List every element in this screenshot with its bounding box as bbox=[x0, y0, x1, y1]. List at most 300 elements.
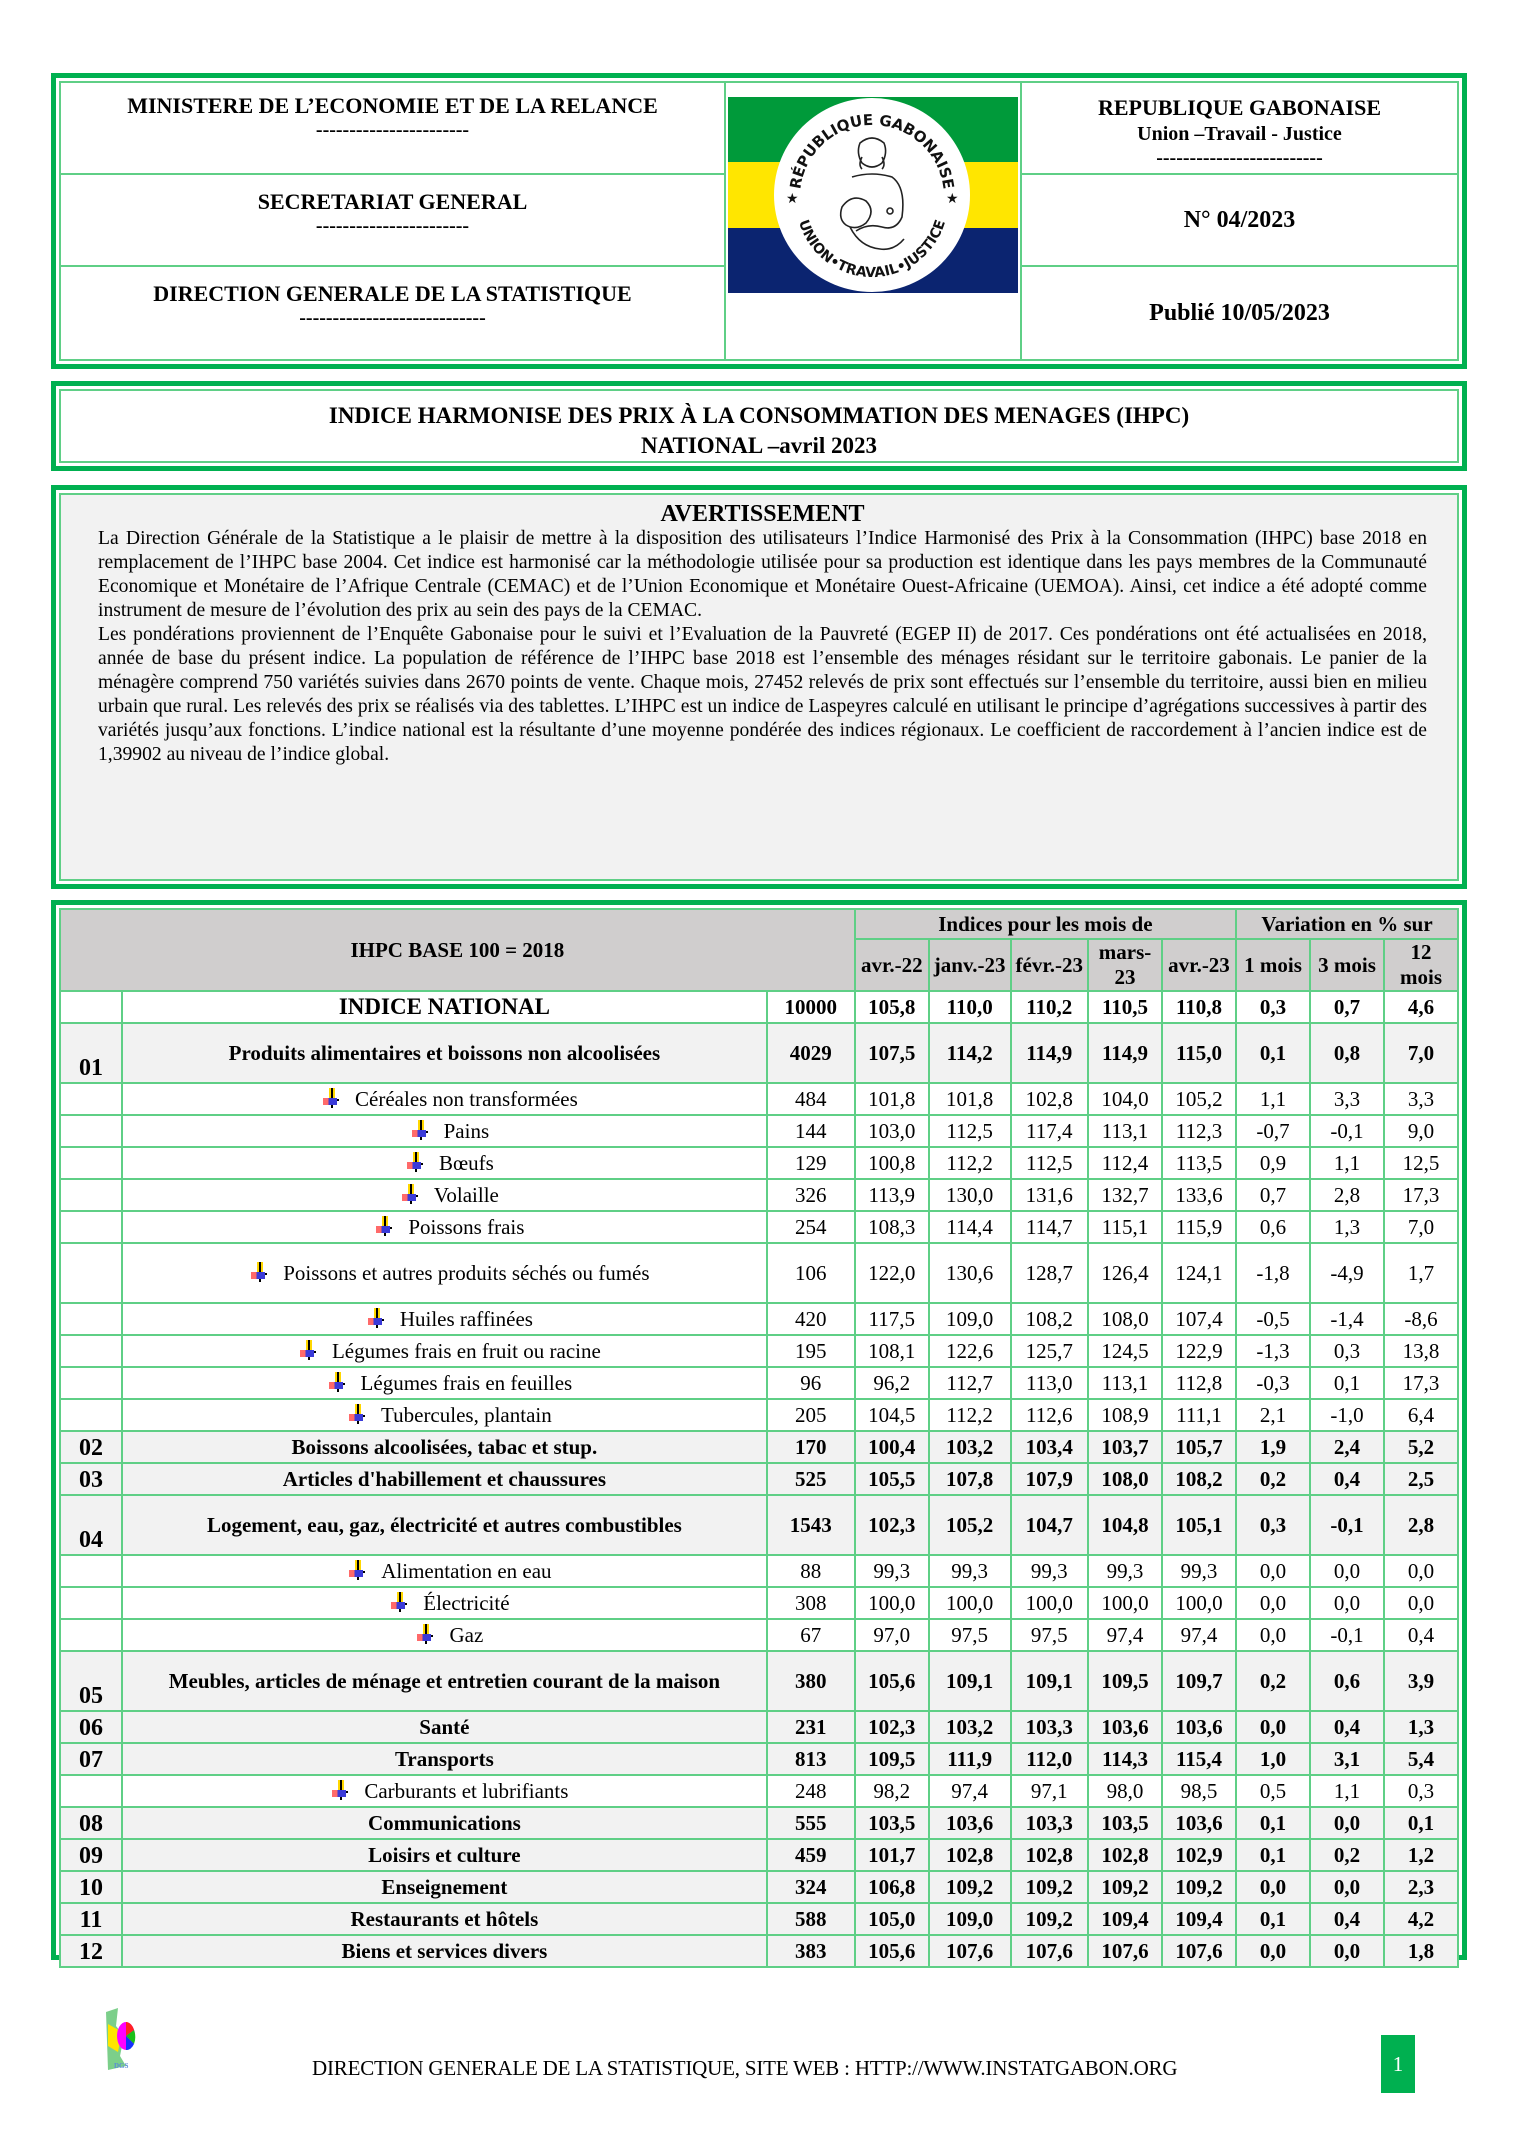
indices-group-header: Indices pour les mois de bbox=[855, 909, 1236, 939]
index-value-cell: 114,9 bbox=[1011, 1023, 1088, 1083]
index-value-cell: 98,2 bbox=[855, 1775, 929, 1807]
weight-cell: 254 bbox=[767, 1211, 855, 1243]
weight-cell: 170 bbox=[767, 1431, 855, 1463]
index-value-cell: 105,2 bbox=[1162, 1083, 1236, 1115]
weight-cell: 380 bbox=[767, 1651, 855, 1711]
coat-of-arms-icon bbox=[772, 97, 972, 293]
index-value-cell: 103,5 bbox=[1088, 1807, 1162, 1839]
index-value-cell: 113,1 bbox=[1088, 1367, 1162, 1399]
index-value-cell: 107,9 bbox=[1011, 1463, 1088, 1495]
coicop-code: 07 bbox=[60, 1743, 122, 1775]
coicop-code: 02 bbox=[60, 1431, 122, 1463]
variation-value-cell: 1,9 bbox=[1236, 1431, 1310, 1463]
row-label: Tubercules, plantain bbox=[381, 1403, 552, 1427]
directorate-name: DIRECTION GENERALE DE LA STATISTIQUE bbox=[153, 281, 632, 306]
variation-value-cell: 1,3 bbox=[1384, 1711, 1458, 1743]
variation-value-cell: 4,2 bbox=[1384, 1903, 1458, 1935]
weight-cell: 195 bbox=[767, 1335, 855, 1367]
variation-value-cell: 0,6 bbox=[1310, 1651, 1384, 1711]
index-value-cell: 105,7 bbox=[1162, 1431, 1236, 1463]
variation-value-cell: 1,1 bbox=[1236, 1083, 1310, 1115]
variation-value-cell: 0,0 bbox=[1384, 1587, 1458, 1619]
category-row bbox=[60, 1743, 1458, 1775]
variation-value-cell: -1,4 bbox=[1310, 1303, 1384, 1335]
variation-value-cell: 0,6 bbox=[1236, 1211, 1310, 1243]
variation-value-cell: 0,8 bbox=[1310, 1023, 1384, 1083]
variation-value-cell: 17,3 bbox=[1384, 1367, 1458, 1399]
index-value-cell: 100,0 bbox=[929, 1587, 1011, 1619]
variation-value-cell: 7,0 bbox=[1384, 1023, 1458, 1083]
index-value-cell: 109,0 bbox=[929, 1903, 1011, 1935]
row-label-cell bbox=[122, 1463, 767, 1495]
coicop-code bbox=[60, 1619, 122, 1651]
month-header: févr.-23 bbox=[1011, 939, 1088, 991]
subcategory-row bbox=[60, 1335, 1458, 1367]
variation-value-cell: 0,3 bbox=[1236, 991, 1310, 1023]
index-value-cell: 98,0 bbox=[1088, 1775, 1162, 1807]
index-value-cell: 103,7 bbox=[1088, 1431, 1162, 1463]
separator: ---------------------------- bbox=[299, 307, 486, 329]
coicop-code: 09 bbox=[60, 1839, 122, 1871]
row-label-cell bbox=[122, 1711, 767, 1743]
sub-item-bullet-icon bbox=[407, 1152, 425, 1172]
row-label-cell bbox=[122, 1431, 767, 1463]
weight-cell: 813 bbox=[767, 1743, 855, 1775]
row-label-cell bbox=[122, 1651, 767, 1711]
coicop-code: 12 bbox=[60, 1935, 122, 1967]
row-label-cell bbox=[122, 1243, 767, 1303]
weight-cell: 205 bbox=[767, 1399, 855, 1431]
index-value-cell: 100,0 bbox=[855, 1587, 929, 1619]
index-value-cell: 103,6 bbox=[1162, 1711, 1236, 1743]
emblem-cell bbox=[726, 83, 1022, 359]
index-value-cell: 130,0 bbox=[929, 1179, 1011, 1211]
subcategory-row bbox=[60, 1179, 1458, 1211]
row-label-cell bbox=[122, 1743, 767, 1775]
page-number: 1 bbox=[1381, 2035, 1415, 2093]
index-value-cell: 117,5 bbox=[855, 1303, 929, 1335]
document-header bbox=[51, 73, 1467, 369]
variation-value-cell: -0,3 bbox=[1236, 1367, 1310, 1399]
index-value-cell: 115,0 bbox=[1162, 1023, 1236, 1083]
publication-date: Publié 10/05/2023 bbox=[1149, 299, 1330, 326]
index-value-cell: 108,2 bbox=[1011, 1303, 1088, 1335]
row-label: Articles d'habillement et chaussures bbox=[282, 1467, 607, 1491]
row-label: Poissons et autres produits séchés ou fumés bbox=[283, 1261, 650, 1285]
index-value-cell: 98,5 bbox=[1162, 1775, 1236, 1807]
ihpc-table-frame bbox=[51, 900, 1467, 1965]
row-label-cell bbox=[122, 1871, 767, 1903]
month-header: avr.-23 bbox=[1162, 939, 1236, 991]
coicop-code bbox=[60, 1555, 122, 1587]
sub-item-bullet-icon bbox=[349, 1560, 367, 1580]
title-block bbox=[51, 381, 1467, 471]
variation-value-cell: 0,0 bbox=[1384, 1555, 1458, 1587]
weight-cell: 248 bbox=[767, 1775, 855, 1807]
index-value-cell: 102,3 bbox=[855, 1495, 929, 1555]
variation-value-cell: 7,0 bbox=[1384, 1211, 1458, 1243]
index-value-cell: 122,6 bbox=[929, 1335, 1011, 1367]
index-value-cell: 97,4 bbox=[1162, 1619, 1236, 1651]
row-label: Meubles, articles de ménage et entretien courant de la maison bbox=[168, 1669, 721, 1693]
subcategory-row bbox=[60, 1211, 1458, 1243]
variation-value-cell: 0,4 bbox=[1384, 1619, 1458, 1651]
variation-value-cell: 0,0 bbox=[1236, 1587, 1310, 1619]
index-value-cell: 113,5 bbox=[1162, 1147, 1236, 1179]
index-value-cell: 108,0 bbox=[1088, 1303, 1162, 1335]
weight-cell: 4029 bbox=[767, 1023, 855, 1083]
index-value-cell: 109,1 bbox=[929, 1651, 1011, 1711]
row-label: Loisirs et culture bbox=[368, 1843, 521, 1867]
category-row bbox=[60, 1023, 1458, 1083]
variation-value-cell: 0,4 bbox=[1310, 1711, 1384, 1743]
variation-value-cell: -1,0 bbox=[1310, 1399, 1384, 1431]
category-row bbox=[60, 1903, 1458, 1935]
index-value-cell: 108,9 bbox=[1088, 1399, 1162, 1431]
index-value-cell: 114,9 bbox=[1088, 1023, 1162, 1083]
index-value-cell: 112,8 bbox=[1162, 1367, 1236, 1399]
row-label-cell bbox=[122, 1587, 767, 1619]
variation-value-cell: -0,1 bbox=[1310, 1619, 1384, 1651]
index-value-cell: 131,6 bbox=[1011, 1179, 1088, 1211]
index-value-cell: 109,2 bbox=[1088, 1871, 1162, 1903]
variation-value-cell: 0,0 bbox=[1310, 1935, 1384, 1967]
index-value-cell: 97,4 bbox=[929, 1775, 1011, 1807]
index-value-cell: 100,4 bbox=[855, 1431, 929, 1463]
index-value-cell: 117,4 bbox=[1011, 1115, 1088, 1147]
index-value-cell: 112,0 bbox=[1011, 1743, 1088, 1775]
row-label-cell bbox=[122, 1083, 767, 1115]
index-value-cell: 112,5 bbox=[929, 1115, 1011, 1147]
variation-header: 3 mois bbox=[1310, 939, 1384, 991]
row-label-cell bbox=[122, 1619, 767, 1651]
publication-date-cell bbox=[1022, 267, 1457, 359]
index-value-cell: 99,3 bbox=[1088, 1555, 1162, 1587]
category-row bbox=[60, 1463, 1458, 1495]
coicop-code bbox=[60, 1179, 122, 1211]
variation-value-cell: 12,5 bbox=[1384, 1147, 1458, 1179]
index-value-cell: 108,2 bbox=[1162, 1463, 1236, 1495]
row-label: Légumes frais en feuilles bbox=[360, 1371, 573, 1395]
index-value-cell: 102,3 bbox=[855, 1711, 929, 1743]
dgs-logo-icon bbox=[104, 2006, 136, 2072]
sub-item-bullet-icon bbox=[417, 1624, 435, 1644]
variation-value-cell: 0,1 bbox=[1236, 1839, 1310, 1871]
index-value-cell: 99,3 bbox=[1162, 1555, 1236, 1587]
index-value-cell: 107,8 bbox=[929, 1463, 1011, 1495]
subcategory-row bbox=[60, 1083, 1458, 1115]
weight-cell: 10000 bbox=[767, 991, 855, 1023]
index-value-cell: 106,8 bbox=[855, 1871, 929, 1903]
notice-paragraph: La Direction Générale de la Statistique a le plaisir de mettre à la disposition des utilisateurs l’Indice Harmonisé des Prix à la Consommation (IHPC) base 2018 en remplacement de l’IHPC base 2004. Cet indice est harmonisé car la méthodologie utilisée pour sa production est identique dans les pays membres de la Communauté Economique et Monétaire de l’Afrique Centrale (CEMAC) et de l’Union Economique et Monétaire Ouest-Africaine (UEMOA). Ainsi, cet indice a été adopté comme instrument de mesure de l’évolution des prix au sein des pays de la CEMAC. bbox=[98, 528, 1427, 621]
index-value-cell: 109,1 bbox=[1011, 1651, 1088, 1711]
sub-item-bullet-icon bbox=[332, 1780, 350, 1800]
variation-value-cell: 4,6 bbox=[1384, 991, 1458, 1023]
variation-value-cell: 13,8 bbox=[1384, 1335, 1458, 1367]
row-label: Restaurants et hôtels bbox=[350, 1907, 539, 1931]
sub-item-bullet-icon bbox=[251, 1262, 269, 1282]
subcategory-row bbox=[60, 1587, 1458, 1619]
index-value-cell: 102,8 bbox=[1011, 1083, 1088, 1115]
index-value-cell: 114,3 bbox=[1088, 1743, 1162, 1775]
weight-cell: 67 bbox=[767, 1619, 855, 1651]
index-value-cell: 111,1 bbox=[1162, 1399, 1236, 1431]
row-label-cell bbox=[122, 1179, 767, 1211]
row-label-cell bbox=[122, 1555, 767, 1587]
index-value-cell: 109,5 bbox=[855, 1743, 929, 1775]
index-value-cell: 109,5 bbox=[1088, 1651, 1162, 1711]
sub-item-bullet-icon bbox=[323, 1088, 341, 1108]
row-label: Céréales non transformées bbox=[355, 1087, 578, 1111]
index-value-cell: 112,3 bbox=[1162, 1115, 1236, 1147]
index-value-cell: 97,4 bbox=[1088, 1619, 1162, 1651]
svg-text:★: ★ bbox=[946, 192, 959, 207]
variation-value-cell: 5,2 bbox=[1384, 1431, 1458, 1463]
index-value-cell: 115,9 bbox=[1162, 1211, 1236, 1243]
subcategory-row bbox=[60, 1243, 1458, 1303]
index-value-cell: 97,1 bbox=[1011, 1775, 1088, 1807]
category-row bbox=[60, 1871, 1458, 1903]
coicop-code: 08 bbox=[60, 1807, 122, 1839]
row-label-cell bbox=[122, 1303, 767, 1335]
document-title: INDICE HARMONISE DES PRIX À LA CONSOMMATION DES MENAGES (IHPC) bbox=[328, 403, 1190, 428]
ihpc-table bbox=[59, 908, 1459, 1968]
weight-cell: 88 bbox=[767, 1555, 855, 1587]
row-label: Gaz bbox=[449, 1623, 484, 1647]
row-label: Santé bbox=[419, 1715, 470, 1739]
row-label: Poissons frais bbox=[408, 1215, 525, 1239]
variation-value-cell: 0,0 bbox=[1310, 1555, 1384, 1587]
sub-item-bullet-icon bbox=[300, 1340, 318, 1360]
subcategory-row bbox=[60, 1147, 1458, 1179]
row-label-cell bbox=[122, 1335, 767, 1367]
row-label: Volaille bbox=[433, 1183, 499, 1207]
row-label: Électricité bbox=[423, 1591, 510, 1615]
secretariat-cell bbox=[61, 175, 726, 267]
index-value-cell: 115,4 bbox=[1162, 1743, 1236, 1775]
separator: ------------------------- bbox=[1156, 147, 1323, 169]
variation-value-cell: 0,0 bbox=[1310, 1871, 1384, 1903]
index-value-cell: 103,5 bbox=[855, 1807, 929, 1839]
row-label-cell bbox=[122, 1147, 767, 1179]
variation-value-cell: 0,1 bbox=[1236, 1903, 1310, 1935]
index-value-cell: 103,2 bbox=[929, 1431, 1011, 1463]
variation-value-cell: -1,8 bbox=[1236, 1243, 1310, 1303]
coicop-code bbox=[60, 1115, 122, 1147]
row-label: Huiles raffinées bbox=[399, 1307, 533, 1331]
index-value-cell: 111,9 bbox=[929, 1743, 1011, 1775]
weight-cell: 1543 bbox=[767, 1495, 855, 1555]
row-label: INDICE NATIONAL bbox=[338, 994, 550, 1019]
variation-value-cell: 3,1 bbox=[1310, 1743, 1384, 1775]
index-value-cell: 122,9 bbox=[1162, 1335, 1236, 1367]
index-value-cell: 110,5 bbox=[1088, 991, 1162, 1023]
index-value-cell: 133,6 bbox=[1162, 1179, 1236, 1211]
coicop-code: 10 bbox=[60, 1871, 122, 1903]
variation-group-header: Variation en % sur bbox=[1236, 909, 1458, 939]
svg-text:UNION•TRAVAIL•JUSTICE: UNION•TRAVAIL•JUSTICE bbox=[794, 217, 950, 282]
row-label: Carburants et lubrifiants bbox=[364, 1779, 569, 1803]
index-value-cell: 115,1 bbox=[1088, 1211, 1162, 1243]
variation-value-cell: 0,0 bbox=[1310, 1587, 1384, 1619]
row-label-cell bbox=[122, 1935, 767, 1967]
variation-value-cell: 0,1 bbox=[1384, 1807, 1458, 1839]
index-value-cell: 105,1 bbox=[1162, 1495, 1236, 1555]
index-value-cell: 112,2 bbox=[929, 1147, 1011, 1179]
index-value-cell: 109,2 bbox=[1011, 1903, 1088, 1935]
index-value-cell: 110,0 bbox=[929, 991, 1011, 1023]
category-row bbox=[60, 1431, 1458, 1463]
row-label: Enseignement bbox=[381, 1875, 508, 1899]
index-value-cell: 104,0 bbox=[1088, 1083, 1162, 1115]
index-value-cell: 101,8 bbox=[929, 1083, 1011, 1115]
index-value-cell: 100,0 bbox=[1011, 1587, 1088, 1619]
category-row bbox=[60, 1495, 1458, 1555]
variation-value-cell: -0,1 bbox=[1310, 1115, 1384, 1147]
coicop-code bbox=[60, 1083, 122, 1115]
variation-value-cell: 0,0 bbox=[1236, 1711, 1310, 1743]
coicop-code bbox=[60, 991, 122, 1023]
row-label-cell bbox=[122, 1495, 767, 1555]
row-label-cell bbox=[122, 1399, 767, 1431]
index-value-cell: 97,5 bbox=[929, 1619, 1011, 1651]
index-value-cell: 103,6 bbox=[1162, 1807, 1236, 1839]
index-value-cell: 109,4 bbox=[1088, 1903, 1162, 1935]
weight-cell: 308 bbox=[767, 1587, 855, 1619]
index-value-cell: 105,5 bbox=[855, 1463, 929, 1495]
category-row bbox=[60, 1807, 1458, 1839]
country-cell bbox=[1022, 83, 1457, 175]
variation-value-cell: 0,1 bbox=[1236, 1023, 1310, 1083]
country-name: REPUBLIQUE GABONAISE bbox=[1097, 95, 1381, 120]
category-row bbox=[60, 1711, 1458, 1743]
variation-value-cell: -8,6 bbox=[1384, 1303, 1458, 1335]
weight-cell: 525 bbox=[767, 1463, 855, 1495]
index-value-cell: 107,5 bbox=[855, 1023, 929, 1083]
variation-value-cell: 2,4 bbox=[1310, 1431, 1384, 1463]
variation-value-cell: -0,7 bbox=[1236, 1115, 1310, 1147]
month-header: mars-23 bbox=[1088, 939, 1162, 991]
variation-value-cell: 0,4 bbox=[1310, 1903, 1384, 1935]
index-value-cell: 112,7 bbox=[929, 1367, 1011, 1399]
index-value-cell: 105,6 bbox=[855, 1651, 929, 1711]
svg-text:DGS: DGS bbox=[114, 2062, 129, 2070]
index-value-cell: 104,8 bbox=[1088, 1495, 1162, 1555]
index-value-cell: 114,7 bbox=[1011, 1211, 1088, 1243]
document-subtitle: NATIONAL –avril 2023 bbox=[641, 433, 877, 458]
row-label: Communications bbox=[367, 1811, 521, 1835]
row-label-cell bbox=[122, 1807, 767, 1839]
base-label-header: IHPC BASE 100 = 2018 bbox=[60, 909, 855, 991]
sub-item-bullet-icon bbox=[391, 1592, 409, 1612]
directorate-cell bbox=[61, 267, 726, 359]
weight-cell: 420 bbox=[767, 1303, 855, 1335]
coicop-code bbox=[60, 1243, 122, 1303]
weight-cell: 144 bbox=[767, 1115, 855, 1147]
variation-value-cell: 3,3 bbox=[1384, 1083, 1458, 1115]
sub-item-bullet-icon bbox=[402, 1184, 420, 1204]
variation-value-cell: 0,9 bbox=[1236, 1147, 1310, 1179]
index-value-cell: 103,3 bbox=[1011, 1807, 1088, 1839]
coicop-code: 04 bbox=[60, 1495, 122, 1555]
row-label-cell bbox=[122, 991, 767, 1023]
bulletin-number: N° 04/2023 bbox=[1183, 206, 1296, 233]
variation-value-cell: 0,3 bbox=[1384, 1775, 1458, 1807]
separator: ----------------------- bbox=[315, 215, 470, 237]
row-label: Alimentation en eau bbox=[381, 1559, 552, 1583]
variation-value-cell: 3,9 bbox=[1384, 1651, 1458, 1711]
notice-block bbox=[51, 485, 1467, 889]
bulletin-number-cell bbox=[1022, 175, 1457, 267]
index-value-cell: 99,3 bbox=[855, 1555, 929, 1587]
variation-value-cell: 1,1 bbox=[1310, 1775, 1384, 1807]
coicop-code bbox=[60, 1399, 122, 1431]
coicop-code bbox=[60, 1587, 122, 1619]
variation-value-cell: 1,3 bbox=[1310, 1211, 1384, 1243]
index-value-cell: 104,7 bbox=[1011, 1495, 1088, 1555]
index-value-cell: 109,2 bbox=[929, 1871, 1011, 1903]
weight-cell: 231 bbox=[767, 1711, 855, 1743]
index-value-cell: 108,0 bbox=[1088, 1463, 1162, 1495]
row-label: Bœufs bbox=[438, 1151, 494, 1175]
index-value-cell: 96,2 bbox=[855, 1367, 929, 1399]
variation-value-cell: 0,2 bbox=[1310, 1839, 1384, 1871]
variation-value-cell: 0,5 bbox=[1236, 1775, 1310, 1807]
subcategory-row bbox=[60, 1367, 1458, 1399]
category-row bbox=[60, 1651, 1458, 1711]
variation-value-cell: 9,0 bbox=[1384, 1115, 1458, 1147]
index-value-cell: 105,6 bbox=[855, 1935, 929, 1967]
variation-value-cell: 0,1 bbox=[1310, 1367, 1384, 1399]
index-value-cell: 102,8 bbox=[929, 1839, 1011, 1871]
weight-cell: 588 bbox=[767, 1903, 855, 1935]
variation-value-cell: 1,0 bbox=[1236, 1743, 1310, 1775]
index-value-cell: 103,6 bbox=[1088, 1711, 1162, 1743]
variation-value-cell: 5,4 bbox=[1384, 1743, 1458, 1775]
index-value-cell: 102,8 bbox=[1088, 1839, 1162, 1871]
variation-value-cell: 2,8 bbox=[1310, 1179, 1384, 1211]
coicop-code bbox=[60, 1367, 122, 1399]
coicop-code: 03 bbox=[60, 1463, 122, 1495]
coicop-code bbox=[60, 1211, 122, 1243]
row-label-cell bbox=[122, 1839, 767, 1871]
sub-item-bullet-icon bbox=[376, 1216, 394, 1236]
national-index-row bbox=[60, 991, 1458, 1023]
index-value-cell: 104,5 bbox=[855, 1399, 929, 1431]
index-value-cell: 108,3 bbox=[855, 1211, 929, 1243]
variation-value-cell: 2,1 bbox=[1236, 1399, 1310, 1431]
row-label-cell bbox=[122, 1023, 767, 1083]
coicop-code: 01 bbox=[60, 1023, 122, 1083]
weight-cell: 459 bbox=[767, 1839, 855, 1871]
coicop-code bbox=[60, 1775, 122, 1807]
index-value-cell: 107,6 bbox=[1088, 1935, 1162, 1967]
ministry-cell bbox=[61, 83, 726, 175]
row-label-cell bbox=[122, 1775, 767, 1807]
separator: ----------------------- bbox=[315, 119, 470, 141]
variation-value-cell: -1,3 bbox=[1236, 1335, 1310, 1367]
row-label: Légumes frais en fruit ou racine bbox=[331, 1339, 601, 1363]
subcategory-row bbox=[60, 1303, 1458, 1335]
index-value-cell: 110,8 bbox=[1162, 991, 1236, 1023]
variation-value-cell: 1,1 bbox=[1310, 1147, 1384, 1179]
index-value-cell: 124,5 bbox=[1088, 1335, 1162, 1367]
index-value-cell: 103,3 bbox=[1011, 1711, 1088, 1743]
coicop-code bbox=[60, 1147, 122, 1179]
row-label: Transports bbox=[394, 1747, 494, 1771]
variation-value-cell: 2,8 bbox=[1384, 1495, 1458, 1555]
subcategory-row bbox=[60, 1775, 1458, 1807]
